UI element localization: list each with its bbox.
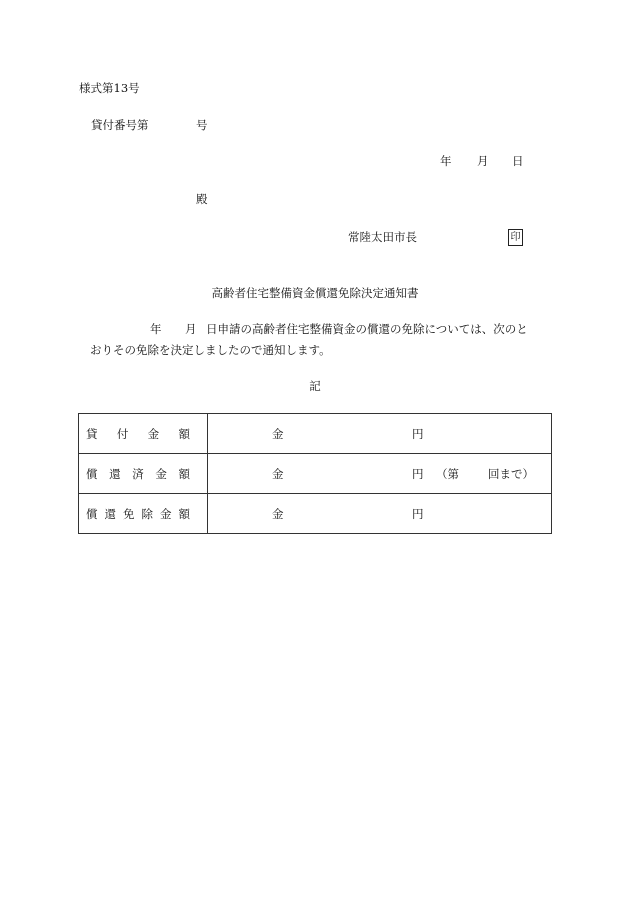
body-year: 年 bbox=[150, 322, 162, 336]
row-label bbox=[79, 414, 208, 454]
label-char: 額 bbox=[178, 426, 190, 441]
yen-label: 円 bbox=[412, 466, 424, 481]
label-char: 償 bbox=[86, 506, 98, 521]
date-day: 日 bbox=[512, 154, 524, 168]
recipient-honorific: 殿 bbox=[196, 192, 208, 206]
label-char: 還 bbox=[104, 506, 116, 521]
label-char: 金 bbox=[155, 466, 167, 481]
installment-suffix: 回まで） bbox=[488, 466, 534, 481]
row-value bbox=[208, 414, 552, 454]
row-label-chars bbox=[86, 426, 190, 442]
gold-label: 金 bbox=[272, 506, 284, 521]
label-char: 金 bbox=[147, 426, 160, 441]
amount-table bbox=[78, 413, 552, 534]
gold-label: 金 bbox=[272, 426, 284, 441]
body-text-line-2: おりその免除を決定しましたので通知します。 bbox=[90, 343, 331, 357]
loan-number-label: 貸付番号第 bbox=[91, 118, 149, 132]
form-number: 様式第13号 bbox=[79, 81, 140, 95]
installment-prefix: （第 bbox=[436, 466, 459, 481]
table-row bbox=[79, 454, 552, 494]
body-month: 月 bbox=[185, 322, 197, 336]
yen-label: 円 bbox=[412, 426, 424, 441]
row-label bbox=[79, 454, 208, 494]
row-label-chars bbox=[86, 506, 190, 522]
date-month: 月 bbox=[477, 154, 489, 168]
yen-label: 円 bbox=[412, 506, 424, 521]
document-title: 高齢者住宅整備資金償還免除決定通知書 bbox=[211, 286, 419, 300]
label-char: 還 bbox=[109, 466, 121, 481]
seal-mark: 印 bbox=[508, 229, 523, 246]
label-char: 額 bbox=[178, 466, 190, 481]
table-row bbox=[79, 494, 552, 534]
table-row bbox=[79, 414, 552, 454]
body-text-line-1: 日申請の高齢者住宅整備資金の償還の免除については、次のと bbox=[206, 322, 528, 336]
row-value bbox=[208, 494, 552, 534]
label-char: 金 bbox=[160, 506, 172, 521]
label-char: 償 bbox=[86, 466, 98, 481]
label-char: 済 bbox=[132, 466, 144, 481]
row-label bbox=[79, 494, 208, 534]
row-value bbox=[208, 454, 552, 494]
label-char: 除 bbox=[141, 506, 153, 521]
loan-number-suffix: 号 bbox=[196, 118, 208, 132]
note-mark: 記 bbox=[309, 379, 321, 393]
gold-label: 金 bbox=[272, 466, 284, 481]
label-char: 付 bbox=[116, 426, 129, 441]
label-char: 免 bbox=[123, 506, 135, 521]
issuer-name: 常陸太田市長 bbox=[348, 230, 417, 244]
label-char: 貸 bbox=[86, 426, 98, 441]
row-label-chars bbox=[86, 466, 190, 482]
date-year: 年 bbox=[440, 154, 452, 168]
label-char: 額 bbox=[178, 506, 190, 521]
